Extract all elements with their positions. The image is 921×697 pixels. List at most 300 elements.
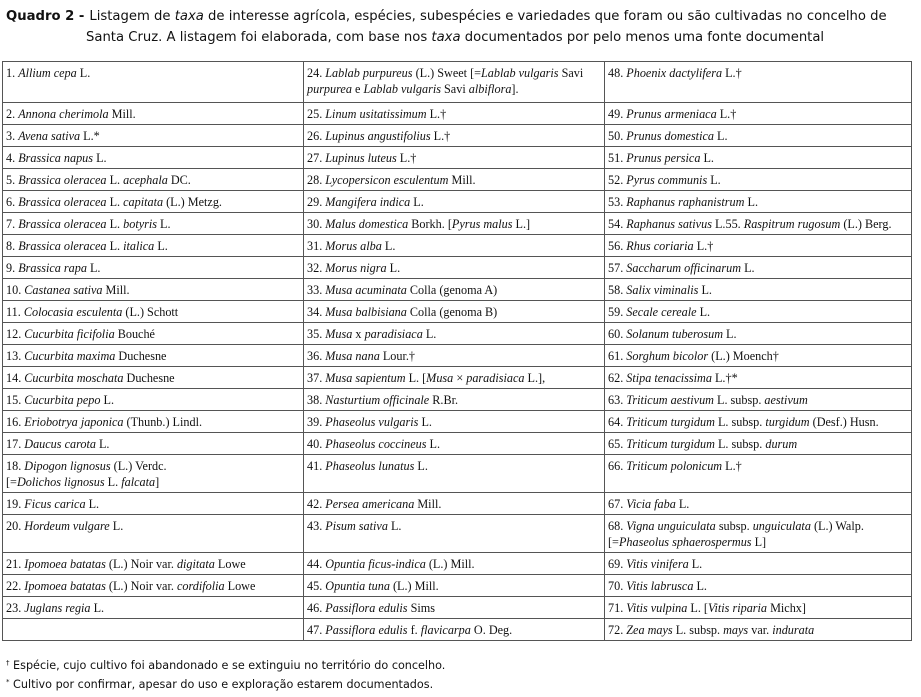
taxon-authority: Lour.† — [379, 349, 416, 363]
taxon-authority: L. — [696, 305, 711, 319]
taxon-name: acephala — [123, 173, 168, 187]
table-cell — [3, 125, 304, 147]
taxon-authority: L. — [387, 519, 402, 533]
taxon-name: Brassica oleracea — [18, 239, 107, 253]
taxon-authority: (L.) Verdc. — [110, 459, 167, 473]
taxon-name: Daucus carota — [24, 437, 96, 451]
entry-number: 5. — [6, 173, 16, 187]
taxon-name: paradisiaca — [466, 371, 525, 385]
taxon-authority: L. — [698, 283, 712, 297]
table-cell — [304, 433, 605, 455]
entry-number: 12. — [6, 327, 22, 341]
entry-number: 64. — [608, 415, 624, 429]
taxon-authority: Michx] — [767, 601, 806, 615]
taxon-name: Vitis vinifera — [626, 557, 689, 571]
entry-number: 72. — [608, 623, 624, 637]
taxon-authority: Colla (genoma B) — [406, 305, 498, 319]
entry-number: 38. — [307, 393, 323, 407]
table-row — [3, 345, 912, 367]
table-cell — [605, 411, 912, 433]
taxon-name: Rhus coriaria — [626, 239, 694, 253]
taxon-name: albiflora — [468, 82, 512, 96]
taxon-authority: O. Deg. — [470, 623, 513, 637]
taxon-name: Ipomoea batatas — [24, 557, 106, 571]
table-cell — [3, 493, 304, 515]
entry-number: 47. — [307, 623, 323, 637]
taxon-authority: (L.) Noir var. — [105, 579, 177, 593]
taxon-name: Juglans regia — [24, 601, 91, 615]
table-row — [3, 169, 912, 191]
table-cell — [304, 411, 605, 433]
taxon-name: Triticum turgidum — [626, 437, 715, 451]
caption-segment: taxa — [174, 9, 204, 24]
taxon-authority: L. — [707, 173, 721, 187]
taxon-authority: L. [ — [687, 601, 708, 615]
table-cell — [605, 147, 912, 169]
taxon-authority: L. — [104, 475, 122, 489]
taxon-authority: (Thunb.) Lindl. — [123, 415, 202, 429]
taxon-name: Pisum sativa — [325, 519, 388, 533]
taxon-authority: Colla (genoma A) — [406, 283, 498, 297]
table-row — [3, 553, 912, 575]
table-cell — [304, 367, 605, 389]
taxon-authority: Mill. — [102, 283, 130, 297]
taxon-name: Cucurbita ficifolia — [24, 327, 115, 341]
taxon-authority: L.† — [396, 151, 417, 165]
taxon-authority: L. subsp. — [672, 623, 724, 637]
taxon-name: Eriobotrya japonica — [24, 415, 124, 429]
taxon-name: Triticum aestivum — [626, 393, 714, 407]
taxon-name: Phaseolus sphaerospermus — [618, 535, 752, 549]
taxon-name: flavicarpa — [420, 623, 471, 637]
taxon-name: Opuntia tuna — [325, 579, 390, 593]
table-cell — [304, 147, 605, 169]
table-cell — [304, 62, 605, 103]
taxon-authority: L. — [154, 239, 168, 253]
taxon-name: Brassica oleracea — [18, 195, 107, 209]
entry-number: 23. — [6, 601, 22, 615]
table-cell — [605, 553, 912, 575]
entry-number: 4. — [6, 151, 16, 165]
taxon-authority: L. — [106, 173, 124, 187]
entry-number: 52. — [608, 173, 624, 187]
entry-number: 32. — [307, 261, 323, 275]
taxon-name: mays — [723, 623, 749, 637]
taxon-authority: L. — [426, 437, 441, 451]
taxon-authority: Duchesne — [115, 349, 167, 363]
taxon-authority: L. — [700, 151, 714, 165]
taxon-authority: (Desf.) Husn. — [809, 415, 879, 429]
entry-number: 26. — [307, 129, 323, 143]
taxon-name: Musa acuminata — [325, 283, 407, 297]
taxon-name: Vitis labrusca — [626, 579, 694, 593]
table-cell — [304, 301, 605, 323]
table-cell — [605, 301, 912, 323]
taxon-name: Ipomoea batatas — [24, 579, 106, 593]
table-cell — [304, 553, 605, 575]
table-row — [3, 619, 912, 641]
table-cell — [605, 367, 912, 389]
taxon-authority: Borkh. [ — [408, 217, 452, 231]
table-row — [3, 455, 912, 493]
table-cell — [605, 191, 912, 213]
taxon-name: Vitis vulpina — [626, 601, 688, 615]
taxon-authority: L. subsp. — [714, 415, 766, 429]
taxon-name: Raphanus raphanistrum — [626, 195, 745, 209]
table-cell — [605, 433, 912, 455]
entry-number: 3. — [6, 129, 16, 143]
entry-number: 18. — [6, 459, 22, 473]
entry-number: 54. — [608, 217, 624, 231]
entry-number: 10. — [6, 283, 22, 297]
entry-number: 31. — [307, 239, 323, 253]
table-row — [3, 235, 912, 257]
taxon-name: Phaseolus vulgaris — [325, 415, 419, 429]
taxon-authority: Savi — [558, 66, 584, 80]
table-cell — [605, 62, 912, 103]
table-cell — [605, 493, 912, 515]
taxon-authority: L.] — [512, 217, 531, 231]
entry-number: 33. — [307, 283, 323, 297]
taxon-name: Lablab vulgaris — [363, 82, 441, 96]
table-row — [3, 597, 912, 619]
taxon-authority: × — [453, 371, 467, 385]
table-cell — [605, 169, 912, 191]
footnote — [6, 655, 445, 674]
entry-number: 14. — [6, 371, 22, 385]
taxon-authority: ] — [155, 475, 160, 489]
entry-number: 40. — [307, 437, 323, 451]
entry-number: 50. — [608, 129, 624, 143]
table-cell — [605, 575, 912, 597]
taxon-authority: Bouché — [114, 327, 155, 341]
taxon-authority: L. — [381, 239, 396, 253]
table-cell — [3, 367, 304, 389]
taxon-authority: L.† — [430, 129, 451, 143]
taxon-name: Phoenix dactylifera — [626, 66, 723, 80]
taxon-authority: (L.) Schott — [122, 305, 179, 319]
table-cell — [3, 433, 304, 455]
table-row — [3, 191, 912, 213]
taxon-name: Raphanus sativus — [626, 217, 712, 231]
taxon-name: Dolichos lignosus — [16, 475, 105, 489]
taxon-authority: L. — [418, 415, 432, 429]
table-cell — [3, 455, 304, 493]
entry-number: 68. — [608, 519, 624, 533]
taxon-authority: ]. — [511, 82, 519, 96]
taxon-authority: R.Br. — [429, 393, 459, 407]
taxon-authority: L. [ — [405, 371, 427, 385]
taxon-name: Vicia faba — [626, 497, 676, 511]
taxon-authority: Mill. — [448, 173, 476, 187]
entry-number: 61. — [608, 349, 624, 363]
taxon-authority: Mill. — [108, 107, 136, 121]
table-row — [3, 433, 912, 455]
entry-number: 15. — [6, 393, 22, 407]
taxon-authority: L.† — [693, 239, 714, 253]
table-cell — [304, 515, 605, 553]
taxon-authority: L. — [86, 261, 101, 275]
taxon-authority: [= — [6, 475, 17, 489]
entry-number: 2. — [6, 107, 16, 121]
taxon-name: Triticum polonicum — [626, 459, 723, 473]
table-cell — [304, 455, 605, 493]
taxon-name: italica — [123, 239, 155, 253]
taxon-authority: L.† — [426, 107, 447, 121]
caption-label: Quadro 2 - — [6, 9, 85, 24]
taxon-name: Prunus persica — [626, 151, 701, 165]
taxon-name: Brassica oleracea — [18, 173, 107, 187]
taxon-name: durum — [765, 437, 798, 451]
table-cell — [3, 575, 304, 597]
entry-number: 49. — [608, 107, 624, 121]
table-row — [3, 125, 912, 147]
taxon-name: Pyrus malus — [451, 217, 513, 231]
taxon-authority: L. — [95, 437, 110, 451]
taxon-authority: Duchesne — [123, 371, 175, 385]
taxon-name: Stipa tenacissima — [626, 371, 712, 385]
table-cell — [605, 213, 912, 235]
table-cell — [304, 389, 605, 411]
table-row — [3, 279, 912, 301]
taxon-name: Brassica napus — [18, 151, 94, 165]
table-cell — [605, 619, 912, 641]
taxon-authority: L. — [741, 261, 755, 275]
caption-text — [86, 6, 911, 48]
table-row — [3, 515, 912, 553]
taxon-authority: (L.) Moench† — [708, 349, 779, 363]
taxon-name: digitata — [176, 557, 215, 571]
taxon-authority: L. subsp. — [713, 393, 765, 407]
entry-number: 53. — [608, 195, 624, 209]
taxon-name: Ficus carica — [24, 497, 86, 511]
taxon-name: Musa balbisiana — [325, 305, 407, 319]
entry-number: 29. — [307, 195, 323, 209]
taxon-name: Phaseolus lunatus — [325, 459, 415, 473]
taxon-authority: Mill. — [414, 497, 442, 511]
table-cell — [3, 213, 304, 235]
entry-number: 1. — [6, 66, 16, 80]
entry-number: 36. — [307, 349, 323, 363]
taxon-name: Annona cherimola — [18, 107, 109, 121]
entry-number: 65. — [608, 437, 624, 451]
taxon-name: Musa — [426, 371, 454, 385]
table-cell — [304, 493, 605, 515]
table-cell — [3, 597, 304, 619]
table-cell — [304, 257, 605, 279]
entry-number: 41. — [307, 459, 323, 473]
taxon-authority: L.], — [524, 371, 546, 385]
table-cell — [3, 515, 304, 553]
entry-number: 43. — [307, 519, 323, 533]
taxon-name: turgidum — [765, 415, 810, 429]
table-cell — [304, 619, 605, 641]
taxon-name: Mangifera indica — [325, 195, 411, 209]
table-row — [3, 411, 912, 433]
table-row — [3, 147, 912, 169]
entry-number: 45. — [307, 579, 323, 593]
taxon-name: indurata — [772, 623, 815, 637]
taxon-authority: L. — [422, 327, 437, 341]
taxon-authority: L. — [744, 195, 758, 209]
entry-number: 70. — [608, 579, 624, 593]
taxon-authority: L. — [156, 217, 171, 231]
taxon-name: cordifolia — [176, 579, 225, 593]
taxon-authority: (L.) Mill. — [425, 557, 475, 571]
taxon-name: Vitis riparia — [707, 601, 768, 615]
taxon-authority: Lowe — [224, 579, 256, 593]
table-cell — [3, 619, 304, 641]
table-cell — [3, 169, 304, 191]
table-row — [3, 257, 912, 279]
taxon-name: capitata — [123, 195, 164, 209]
footnote — [6, 674, 445, 693]
table-cell — [304, 323, 605, 345]
taxon-name: Pyrus communis — [626, 173, 708, 187]
taxon-name: Passiflora edulis — [325, 623, 408, 637]
table-cell — [605, 597, 912, 619]
entry-number: 39. — [307, 415, 323, 429]
taxon-authority: var. — [748, 623, 773, 637]
table-cell — [304, 345, 605, 367]
entry-number: 66. — [608, 459, 624, 473]
taxon-authority: [= — [608, 535, 619, 549]
entry-number: 57. — [608, 261, 624, 275]
taxon-name: Dipogon lignosus — [24, 459, 111, 473]
entry-number: 62. — [608, 371, 624, 385]
table-row — [3, 367, 912, 389]
taxon-authority: (L.) Berg. — [840, 217, 892, 231]
table-cell — [605, 279, 912, 301]
entry-number: 16. — [6, 415, 22, 429]
entry-number: 67. — [608, 497, 624, 511]
caption-segment: de interesse agrícola, espécies, subespécies e variedades que foram ou são cultivadas no concelho de Santa Cruz. A listagem foi elaborada, com base nos — [86, 9, 887, 45]
taxon-authority: L. — [713, 129, 728, 143]
table-cell — [605, 125, 912, 147]
taxon-authority: L. — [85, 497, 100, 511]
taxon-name: Phaseolus coccineus — [325, 437, 427, 451]
taxon-name: Sorghum bicolor — [626, 349, 709, 363]
table-cell — [304, 235, 605, 257]
entry-number: 51. — [608, 151, 624, 165]
table-caption — [6, 6, 911, 48]
table-cell — [304, 125, 605, 147]
entry-number: 21. — [6, 557, 22, 571]
entry-number: 11. — [6, 305, 21, 319]
table-cell — [304, 279, 605, 301]
taxon-authority: L.† — [722, 66, 742, 80]
taxon-authority: f. — [407, 623, 421, 637]
entry-number: 30. — [307, 217, 323, 231]
taxon-authority: (L.) Metzg. — [163, 195, 222, 209]
taxon-name: Salix viminalis — [626, 283, 699, 297]
taxon-authority: (L.) Mill. — [389, 579, 439, 593]
entry-number: 59. — [608, 305, 624, 319]
table-row — [3, 103, 912, 125]
taxon-name: Linum usitatissimum — [325, 107, 427, 121]
entry-number: 63. — [608, 393, 624, 407]
taxon-authority: L.* — [80, 129, 100, 143]
entry-number: 6. — [6, 195, 16, 209]
table-row — [3, 389, 912, 411]
taxa-table — [2, 61, 912, 641]
caption-segment: Listagem de — [89, 9, 175, 24]
entry-number: 34. — [307, 305, 323, 319]
taxon-name: paradisiaca — [364, 327, 423, 341]
entry-number: 9. — [6, 261, 16, 275]
table-cell — [3, 147, 304, 169]
taxon-name: Colocasia esculenta — [23, 305, 123, 319]
table-cell — [304, 191, 605, 213]
taxon-name: Raspitrum rugosum — [743, 217, 841, 231]
taxon-name: unguiculata — [752, 519, 811, 533]
entry-number: 46. — [307, 601, 323, 615]
taxon-authority: Sims — [407, 601, 435, 615]
taxon-name: Lycopersicon esculentum — [325, 173, 449, 187]
taxon-authority: (L.) Walp. — [810, 519, 864, 533]
entry-number: 17. — [6, 437, 22, 451]
footnote-text: Espécie, cujo cultivo foi abandonado e se extinguiu no território do concelho. — [9, 659, 446, 672]
taxon-name: Lablab purpureus — [325, 66, 413, 80]
taxon-authority: L.55. — [711, 217, 744, 231]
entry-number: 25. — [307, 107, 323, 121]
taxon-authority: L. — [688, 557, 703, 571]
entry-number: 24. — [307, 66, 323, 80]
table-cell — [304, 213, 605, 235]
taxon-name: Secale cereale — [626, 305, 697, 319]
taxon-name: Morus alba — [325, 239, 382, 253]
taxon-name: aestivum — [764, 393, 808, 407]
taxon-name: Avena sativa — [18, 129, 81, 143]
taxon-name: Malus domestica — [325, 217, 409, 231]
taxon-name: Cucurbita pepo — [24, 393, 101, 407]
taxon-name: Saccharum officinarum — [626, 261, 742, 275]
taxon-authority: L. — [414, 459, 428, 473]
taxon-authority: L. — [106, 217, 124, 231]
taxon-authority: L. — [93, 151, 107, 165]
table-cell — [3, 301, 304, 323]
taxon-authority: L. — [723, 327, 737, 341]
taxon-authority: e — [351, 82, 364, 96]
taxon-authority: L. — [386, 261, 401, 275]
taxon-authority: L. — [76, 66, 91, 80]
taxon-name: Allium cepa — [18, 66, 77, 80]
table-cell — [605, 345, 912, 367]
taxon-name: Brassica oleracea — [18, 217, 107, 231]
taxon-authority: L. — [109, 519, 124, 533]
table-cell — [605, 323, 912, 345]
taxon-name: Cucurbita moschata — [24, 371, 124, 385]
table-row — [3, 493, 912, 515]
taxon-name: Morus nigra — [325, 261, 387, 275]
table-cell — [605, 257, 912, 279]
taxon-name: falcata — [121, 475, 156, 489]
table-cell — [3, 411, 304, 433]
table-cell — [3, 235, 304, 257]
entry-number: 28. — [307, 173, 323, 187]
taxon-authority: (L.) Noir var. — [105, 557, 177, 571]
table-cell — [605, 389, 912, 411]
footnote-mark: * — [6, 678, 10, 686]
entry-number: 8. — [6, 239, 16, 253]
table-cell — [304, 103, 605, 125]
entry-number: 58. — [608, 283, 624, 297]
taxon-authority: L. — [693, 579, 707, 593]
table-cell — [3, 323, 304, 345]
entry-number: 19. — [6, 497, 22, 511]
taxon-name: Opuntia ficus-indica — [325, 557, 426, 571]
taxon-name: purpurea — [307, 82, 352, 96]
